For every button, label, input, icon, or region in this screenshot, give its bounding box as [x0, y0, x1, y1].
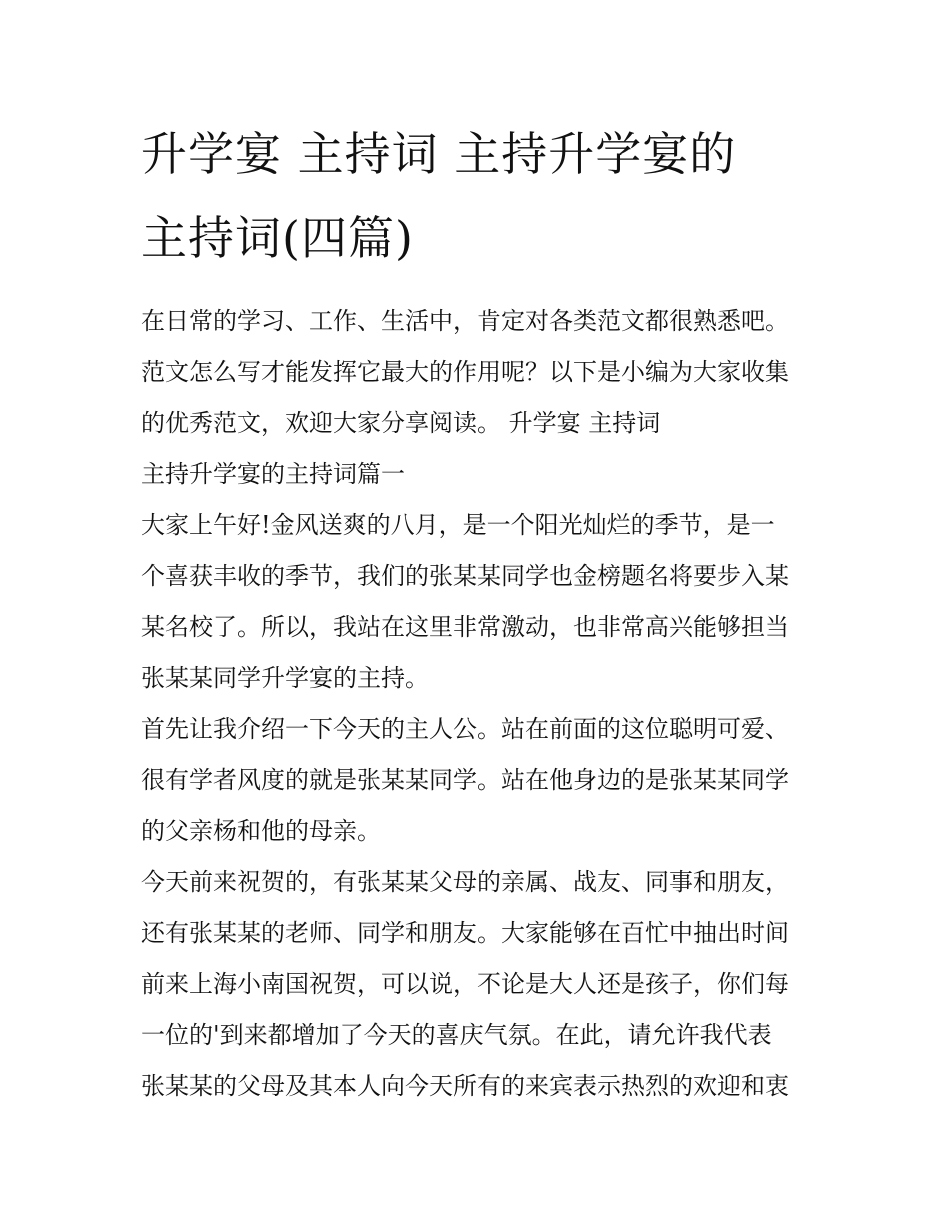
document-body	[141, 296, 813, 1112]
text-line: 的父亲杨和他的母亲。	[141, 817, 381, 845]
text-line: 很有学者风度的就是张某某同学。站在他身边的是张某某同学	[141, 766, 789, 794]
text-line: 的优秀范文，欢迎大家分享阅读。 升学宴 主持词	[141, 409, 661, 437]
text-line: 个喜获丰收的季节，我们的张某某同学也金榜题名将要步入某	[141, 562, 789, 590]
paragraph-guests	[141, 857, 813, 1112]
text-line: 前来上海小南国祝贺，可以说，不论是大人还是孩子，你们每	[141, 970, 789, 998]
text-line: 一位的'到来都增加了今天的喜庆气氛。在此，请允许我代表	[141, 1021, 772, 1049]
text-line: 主持升学宴的主持词篇一	[141, 460, 405, 488]
text-line: 在日常的学习、工作、生活中，肯定对各类范文都很熟悉吧。	[141, 307, 789, 335]
paragraph-intro	[141, 296, 813, 449]
text-line: 大家上午好!金风送爽的八月，是一个阳光灿烂的季节，是一	[141, 511, 775, 539]
paragraph-greeting	[141, 500, 813, 704]
text-line: 范文怎么写才能发挥它最大的作用呢？以下是小编为大家收集	[141, 358, 789, 386]
section-heading	[141, 449, 813, 500]
text-line: 今天前来祝贺的，有张某某父母的亲属、战友、同事和朋友，	[141, 868, 789, 896]
title-line: 主持词(四篇)	[141, 211, 414, 265]
paragraph-introduction	[141, 704, 813, 857]
document-page	[141, 112, 813, 1112]
text-line: 某名校了。所以，我站在这里非常激动，也非常高兴能够担当	[141, 613, 789, 641]
document-title	[141, 112, 813, 280]
text-line: 张某某的父母及其本人向今天所有的来宾表示热烈的欢迎和衷	[141, 1072, 789, 1100]
title-line: 升学宴 主持词 主持升学宴的	[141, 127, 737, 181]
text-line: 首先让我介绍一下今天的主人公。站在前面的这位聪明可爱、	[141, 715, 789, 743]
text-line: 还有张某某的老师、同学和朋友。大家能够在百忙中抽出时间	[141, 919, 789, 947]
text-line: 张某某同学升学宴的主持。	[141, 664, 429, 692]
